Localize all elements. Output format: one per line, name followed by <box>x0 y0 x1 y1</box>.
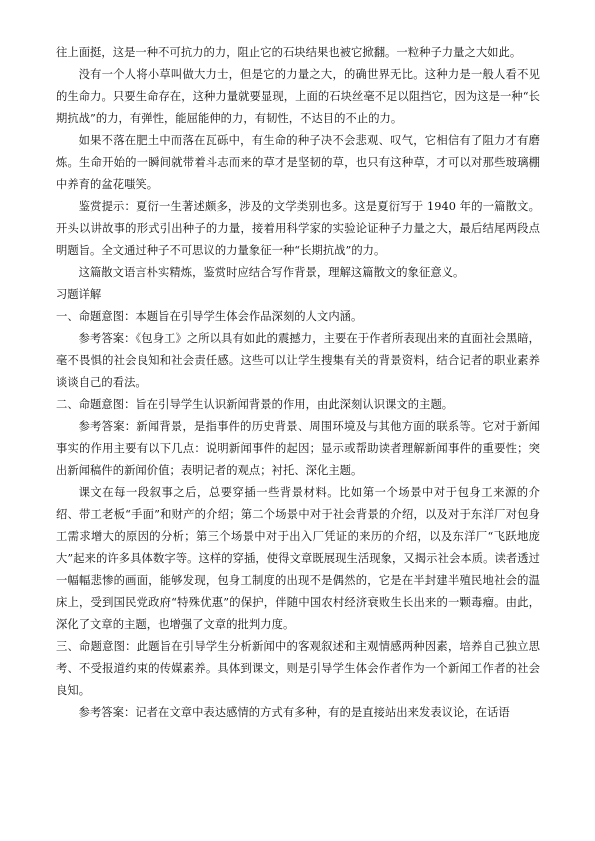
question-2-answer: 参考答案：新闻背景，是指事件的历史背景、周围环境及与其他方面的联系等。它对于新闻事实的作用主要有以下几点：说明新闻事件的起因；显示或帮助读者理解新闻事件的重要性；突出新闻稿件的新闻价值；表明记者的观点；衬托、深化主题。 <box>56 420 540 477</box>
question-3-intent: 三、命题意图：此题旨在引导学生分析新闻中的客观叙述和主观情感两种因素，培养自己独立思考、不受报道约束的传媒素养。具体到课文，则是引导学生体会作者作为一个新闻工作者的社会良知。 <box>56 640 540 697</box>
question-3-answer: 参考答案：记者在文章中表达感情的方式有多种，有的是直接站出来发表议论，在话语 <box>78 706 510 719</box>
question-2-answer-continued: 课文在每一段叙事之后，总要穿插一些背景材料。比如第一个场景中对于包身工来源的介绍、带工老板“手面”和财产的介绍；第二个场景中对于社会背景的介绍，以及对于东洋厂对包身工需求增大的原因的分析；第三个场景中对于出入厂凭证的来历的介绍，以及东洋厂“飞跃地庞大”起来的许多具体数字等。这样的穿插，使得文章既展现生活现象，又揭示社会本质。读者透过一幅幅悲惨的画面，能够发现，包身工制度的出现不是偶然的，它是在半封建半殖民地社会的温床上，受到国民党政府“特殊优惠”的保护，伴随中国农村经济衰败生长出来的一颗毒瘤。由此，深化了文章的主题，也增强了文章的批判力度。 <box>56 486 540 631</box>
question-2-intent: 二、命题意图：旨在引导学生认识新闻背景的作用，由此深刻认识课文的主题。 <box>56 398 454 411</box>
section-heading-exercises: 习题详解 <box>56 288 102 301</box>
appreciation-tip-paragraph: 鉴赏提示：夏衍一生著述颇多，涉及的文学类别也多。这是夏衍写于 1940 年的一篇散文。开头以讲故事的形式引出种子的力量，接着用科学家的实验论证种子力量之大，最后结尾两段点明题旨。全文通过种子不可思议的力量象征一种“长期抗战”的力。 <box>56 200 540 257</box>
question-1-intent: 一、命题意图：本题旨在引导学生体会作品深刻的人文内涵。 <box>56 310 363 323</box>
document-page <box>56 42 540 832</box>
appreciation-note-paragraph: 这篇散文语言朴实精炼，鉴赏时应结合写作背景，理解这篇散文的象征意义。 <box>78 266 465 279</box>
question-1-answer: 参考答案：《包身工》之所以具有如此的震撼力，主要在于作者所表现出来的直面社会黑暗，毫不畏惧的社会良知和社会责任感。这些可以让学生搜集有关的背景资料，结合记者的职业素养谈谈自己的看法。 <box>56 332 540 389</box>
body-paragraph-1: 往上面挺，这是一种不可抗力的力，阻止它的石块结果也被它掀翻。一粒种子力量之大如此。 <box>56 46 522 59</box>
body-paragraph-2: 没有一个人将小草叫做大力士，但是它的力量之大，的确世界无比。这种力是一般人看不见的生命力。只要生命存在，这种力量就要显现，上面的石块丝毫不足以阻挡它，因为这是一种“长期抗战”的力，有弹性，能屈能伸的力，有韧性，不达目的不止的力。 <box>56 68 540 125</box>
body-paragraph-3: 如果不落在肥土中而落在瓦砾中，有生命的种子决不会悲观、叹气，它相信有了阻力才有磨炼。生命开始的一瞬间就带着斗志而来的草才是坚韧的草，也只有这种草，才可以对那些玻璃棚中养育的盆花嗤笑。 <box>56 134 540 191</box>
